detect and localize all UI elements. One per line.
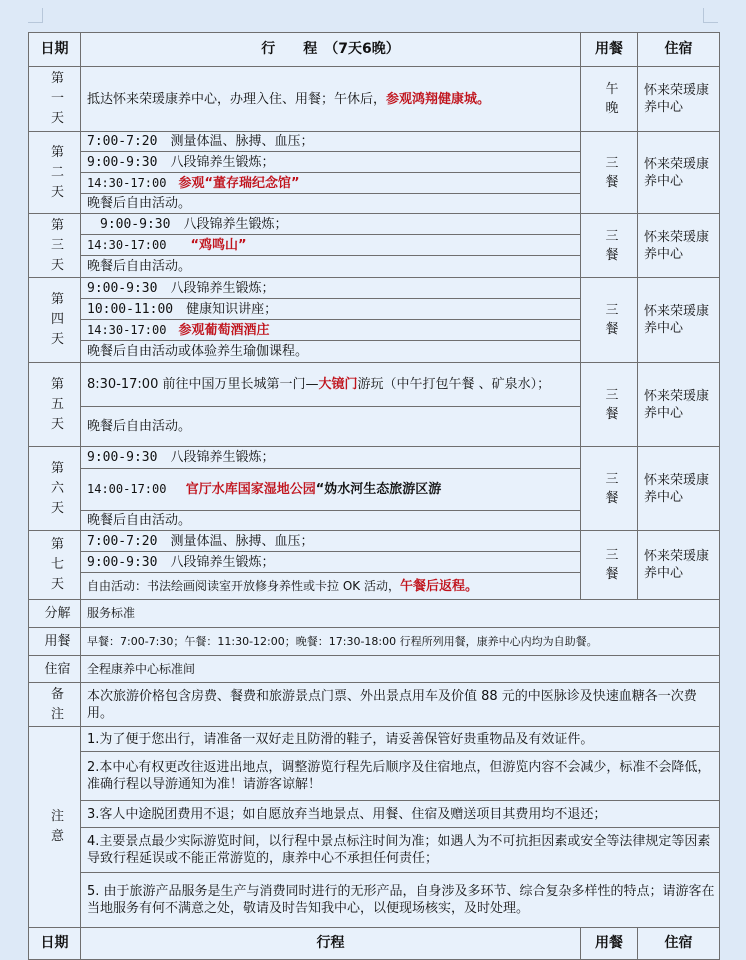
day-5-highlight: 大镜门	[318, 377, 358, 392]
day-4-meals: 三餐	[581, 278, 638, 363]
page-corner-mark-left	[28, 8, 43, 23]
notice-item-3: 3.客人中途脱团费用不退；如自愿放弃当地景点、用餐、住宿及赠送项目其费用均不退还；	[81, 801, 720, 828]
day-2-activity-4: 晚餐后自由活动。	[81, 194, 581, 214]
day-1-highlight: 参观鸿翔健康城。	[386, 91, 491, 107]
notice-item-5: 5. 由于旅游产品服务是生产与消费同时进行的无形产品，自身涉及多环节、综合复杂多样性的特点；请游客在当地服务有何不满意之处，敬请及时告知我中心，以便现场核实，及时处理。	[81, 873, 720, 928]
notice-row-3	[29, 801, 720, 828]
day-3-activity-2: 14:30-17:00 “鸡鸣山”	[81, 235, 581, 256]
day-7-stay: 怀来荣瑗康养中心	[638, 531, 720, 600]
remarks-text: 本次旅游价格包含房费、餐费和旅游景点门票、外出景点用车及价值 88 元的中医脉诊及快速血糖各一次费用。	[81, 683, 720, 727]
day-2-activity-2: 9:00-9:30 八段锦养生锻炼；	[81, 152, 581, 173]
day-6-meals: 三餐	[581, 447, 638, 531]
day-2-meals: 三餐	[581, 132, 638, 214]
notice-item-2: 2.本中心有权更改往返进出地点，调整游览行程先后顺序及住宿地点，但游览内容不会减少，标准不会降低，准确行程以导游通知为准！请游客谅解！	[81, 752, 720, 801]
page-corner-mark-right	[703, 8, 718, 23]
notice-row-2	[29, 752, 720, 801]
day-5-activity-2: 晚餐后自由活动。	[81, 407, 581, 447]
day-6-row-1	[29, 447, 720, 469]
day-3-row-1	[29, 214, 720, 235]
day-3-label: 第三天	[29, 214, 81, 278]
day-1-activity: 抵达怀来荣瑗康养中心，办理入住、用餐；午休后，参观鸿翔健康城。	[81, 67, 581, 132]
dining-label: 用餐	[29, 628, 81, 656]
day-2-highlight: 参观“董存瑞纪念馆”	[178, 175, 300, 191]
day-7-activity-1: 7:00-7:20 测量体温、脉搏、血压；	[81, 531, 581, 552]
lodging-row	[29, 656, 720, 683]
remarks-label: 备注	[29, 683, 81, 727]
notice-row-1	[29, 727, 720, 752]
footer-itinerary: 行程	[81, 928, 581, 960]
day-5-meals: 三餐	[581, 363, 638, 447]
day-5-stay: 怀来荣瑗康养中心	[638, 363, 720, 447]
day-5-row-1	[29, 363, 720, 407]
header-meals: 用餐	[581, 33, 638, 67]
header-row	[29, 33, 720, 67]
lodging-label: 住宿	[29, 656, 81, 683]
day-1-meals: 午晚	[581, 67, 638, 132]
day-3-highlight: “鸡鸣山”	[190, 237, 247, 253]
service-row	[29, 600, 720, 628]
day-7-activity-3: 自由活动：书法绘画阅读室开放修身养性或卡拉 OK 活动，午餐后返程。	[81, 573, 581, 600]
day-7-highlight: 午餐后返程。	[399, 578, 478, 594]
day-7-meals: 三餐	[581, 531, 638, 600]
day-7-row-1	[29, 531, 720, 552]
day-1-stay: 怀来荣瑗康养中心	[638, 67, 720, 132]
day-4-activity-3: 14:30-17:00 参观葡萄酒酒庄	[81, 320, 581, 341]
service-label: 分解	[29, 600, 81, 628]
day-3-meals: 三餐	[581, 214, 638, 278]
day-2-row-1	[29, 132, 720, 152]
dining-text: 早餐：7:00-7:30；午餐：11:30-12:00；晚餐：17:30-18:00 行程所列用餐，康养中心内均为自助餐。	[81, 628, 720, 656]
service-text: 服务标准	[81, 600, 720, 628]
day-3-activity-3: 晚餐后自由活动。	[81, 256, 581, 278]
day-4-activity-4: 晚餐后自由活动或体验养生瑜伽课程。	[81, 341, 581, 363]
day-7-activity-2: 9:00-9:30 八段锦养生锻炼；	[81, 552, 581, 573]
day-4-label: 第四天	[29, 278, 81, 363]
day-4-activity-1: 9:00-9:30 八段锦养生锻炼；	[81, 278, 581, 299]
day-6-highlight: 官厅水库国家湿地公园	[185, 482, 316, 497]
day-2-stay: 怀来荣瑗康养中心	[638, 132, 720, 214]
day-1-row	[29, 67, 720, 132]
day-7-label: 第七天	[29, 531, 81, 600]
day-4-stay: 怀来荣瑗康养中心	[638, 278, 720, 363]
day-6-stay: 怀来荣瑗康养中心	[638, 447, 720, 531]
day-5-label: 第五天	[29, 363, 81, 447]
day-1-label: 第一天	[29, 67, 81, 132]
remarks-row	[29, 683, 720, 727]
day-6-label: 第六天	[29, 447, 81, 531]
day-3-stay: 怀来荣瑗康养中心	[638, 214, 720, 278]
day-2-activity-3: 14:30-17:00 参观“董存瑞纪念馆”	[81, 173, 581, 194]
day-5-activity-1: 8:30-17:00 前往中国万里长城第一门—大镜门游玩（中午打包午餐 、矿泉水）；	[81, 363, 581, 407]
day-2-activity-1: 7:00-7:20 测量体温、脉搏、血压；	[81, 132, 581, 152]
footer-stay: 住宿	[638, 928, 720, 960]
day-6-activity-1: 9:00-9:30 八段锦养生锻炼；	[81, 447, 581, 469]
notice-item-1: 1.为了便于您出行，请准备一双好走且防滑的鞋子，请妥善保管好贵重物品及有效证件。	[81, 727, 720, 752]
notice-row-4	[29, 828, 720, 873]
day-4-row-1	[29, 278, 720, 299]
day-4-activity-2: 10:00-11:00 健康知识讲座；	[81, 299, 581, 320]
footer-meals: 用餐	[581, 928, 638, 960]
notice-item-4: 4.主要景点最少实际游览时间，以行程中景点标注时间为准；如遇人为不可抗拒因素或安全等法律规定等因素导致行程延误或不能正常游览的，康养中心不承担任何责任；	[81, 828, 720, 873]
header-stay: 住宿	[638, 33, 720, 67]
header-itinerary: 行 程 （7天6晚）	[81, 33, 581, 67]
dining-row	[29, 628, 720, 656]
day-6-activity-3: 晚餐后自由活动。	[81, 511, 581, 531]
day-3-activity-1: 9:00-9:30 八段锦养生锻炼；	[81, 214, 581, 235]
header-date: 日期	[29, 33, 81, 67]
lodging-text: 全程康养中心标准间	[81, 656, 720, 683]
footer-date: 日期	[29, 928, 81, 960]
day-4-highlight: 参观葡萄酒酒庄	[178, 322, 270, 338]
footer-row	[29, 928, 720, 960]
notice-label: 注意	[29, 727, 81, 928]
day-2-label: 第二天	[29, 132, 81, 214]
itinerary-table	[28, 32, 720, 960]
notice-row-5	[29, 873, 720, 928]
day-6-activity-2: 14:00-17:00 官厅水库国家湿地公园“妫水河生态旅游区游	[81, 469, 581, 511]
